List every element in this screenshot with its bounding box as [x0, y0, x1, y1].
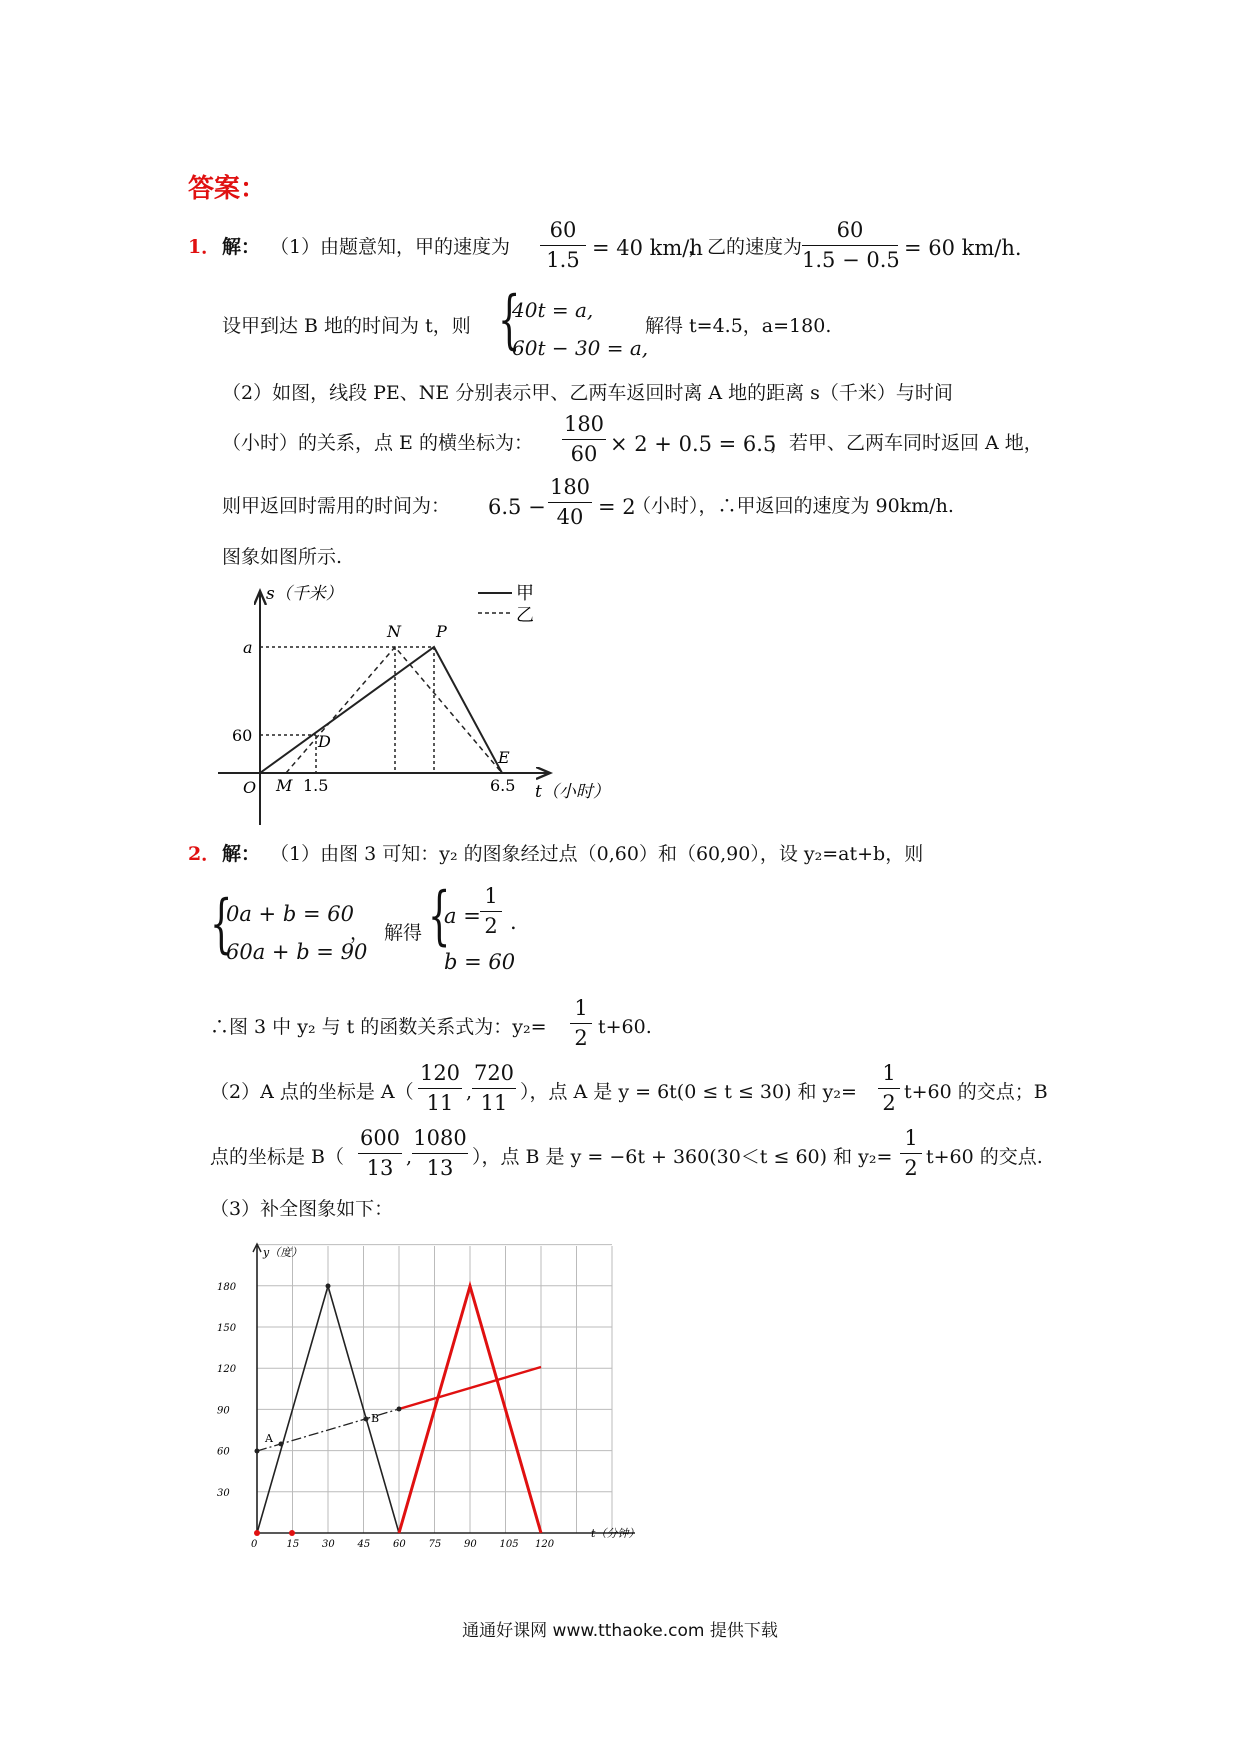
- x-tick-labels: [251, 1539, 555, 1550]
- frac-bar: [802, 245, 898, 246]
- q1-line6: 图象如图所示.: [222, 546, 343, 568]
- q2-solution-brace: {: [428, 879, 451, 953]
- q2-line4-comma: ,: [466, 1081, 473, 1103]
- q1-frac-180-over-40: [548, 477, 592, 528]
- q2-number: 2．: [188, 843, 221, 865]
- frac-numerator: 1: [484, 884, 498, 908]
- q1-line5-text-a: 则甲返回时需用的时间为：: [222, 495, 451, 517]
- y-axis-label: s（千米）: [266, 584, 343, 604]
- q2-system-brace: {: [210, 887, 233, 961]
- q1-solve-label: 解：: [222, 236, 261, 258]
- q2-line3-text-b: t+60.: [598, 1016, 652, 1038]
- frac-bar: [540, 245, 586, 246]
- q2-solve-text: 解得: [384, 922, 423, 944]
- frac-numerator: 1080: [413, 1126, 467, 1150]
- q1-number: 1．: [188, 236, 221, 258]
- frac-denominator: 11: [480, 1091, 508, 1115]
- point-start: [255, 1449, 260, 1454]
- q1-line1-text-b: ，乙的速度为: [688, 236, 803, 258]
- label-P: P: [436, 622, 447, 641]
- frac-numerator: 600: [359, 1126, 401, 1150]
- chart-grid: [257, 1245, 612, 1533]
- q2-frac-half-3: [900, 1128, 922, 1179]
- q1-system-eq-bottom: 60t − 30 = a,: [512, 336, 649, 360]
- car-jia-line: [260, 647, 502, 773]
- y-tick-label: 60: [217, 1446, 230, 1458]
- frac-denominator: 2: [574, 1026, 588, 1050]
- y-tick-label: 30: [217, 1487, 230, 1499]
- q2-a-label: a =: [444, 904, 481, 928]
- frac-bar: [548, 502, 592, 503]
- car-yi-line: [286, 647, 502, 773]
- q1-line5-text-b: （小时），∴甲返回的速度为 90km/h.: [632, 495, 954, 517]
- q1-frac-60-over-diff: [802, 220, 898, 271]
- frac-denominator: 2: [904, 1156, 918, 1180]
- q2-frac-720-11: [472, 1063, 516, 1114]
- label-6.5: 6.5: [490, 776, 516, 795]
- label-M: M: [276, 776, 293, 795]
- frac-bar: [480, 911, 502, 912]
- q1-line2-text-a: 设甲到达 B 地的时间为 t，则: [222, 315, 471, 337]
- frac-denominator: 13: [426, 1156, 454, 1180]
- x-tick-label: 75: [428, 1539, 442, 1550]
- y-tick-label: 120: [217, 1364, 237, 1376]
- q2-frac-600-13: [358, 1128, 402, 1179]
- frac-bar: [358, 1153, 402, 1154]
- frac-denominator: 60: [570, 442, 598, 466]
- q2-frac-120-11: [418, 1063, 462, 1114]
- q1-line4-text-a: （小时）的关系，点 E 的横坐标为：: [222, 432, 533, 454]
- legend-yi: 乙: [516, 605, 534, 626]
- y-tick-label: 150: [217, 1323, 237, 1334]
- frac-denominator: 2: [882, 1091, 896, 1115]
- x-tick-label: 45: [357, 1539, 371, 1550]
- x-tick-label: 15: [286, 1539, 300, 1550]
- q1-line1-text-a: 由题意知，甲的速度为: [320, 236, 511, 258]
- x-axis-label: t（小时）: [535, 782, 610, 802]
- q2-line5-text-a: 点的坐标是 B（: [210, 1146, 345, 1168]
- frac-bar: [878, 1088, 900, 1089]
- frac-bar: [472, 1088, 516, 1089]
- x-tick-label: 0: [251, 1539, 258, 1550]
- label-60: 60: [232, 726, 253, 745]
- frac-numerator: 1: [882, 1061, 896, 1085]
- x-tick-label: 30: [322, 1539, 335, 1550]
- label-D: D: [318, 732, 331, 751]
- label-N: N: [387, 622, 401, 641]
- q2-frac-1080-13: [412, 1128, 468, 1179]
- q1-distance-time-graph: [210, 575, 630, 835]
- q2-angle-time-chart: [215, 1240, 655, 1550]
- q1-frac-180-over-60: [562, 414, 606, 465]
- q1-line3: （2）如图，线段 PE、NE 分别表示甲、乙两车返回时离 A 地的距离 s（千米）与时间: [222, 382, 953, 404]
- frac-denominator: 13: [366, 1156, 394, 1180]
- q2-line4-text-c: t+60 的交点；B: [904, 1081, 1048, 1103]
- x-tick-label: 105: [499, 1539, 519, 1550]
- x-tick-label: 90: [464, 1539, 477, 1550]
- frac-bar: [570, 1023, 592, 1024]
- q2-frac-a: [480, 886, 502, 937]
- footer-credit: 通通好课网 www.tthaoke.com 提供下载: [462, 1621, 778, 1641]
- q2-line3-text-a: ∴图 3 中 y₂ 与 t 的函数关系式为：y₂=: [210, 1016, 547, 1038]
- point-15: [289, 1530, 295, 1536]
- frac-denominator: 2: [484, 914, 498, 938]
- q2-frac-half-2: [878, 1063, 900, 1114]
- x-tick-label: 60: [393, 1539, 406, 1550]
- answer-heading: 答案：: [188, 174, 267, 204]
- q2-line4-text-b: ），点 A 是 y = 6t(0 ≤ t ≤ 30) 和 y₂=: [520, 1081, 857, 1103]
- q2-b-eq: b = 60: [444, 950, 516, 974]
- q2-line5-text-b: ），点 B 是 y = −6t + 360(30＜t ≤ 60) 和 y₂=: [472, 1146, 893, 1168]
- frac-numerator: 1: [904, 1126, 918, 1150]
- q2-line5-comma: ,: [406, 1146, 413, 1168]
- label-a: a: [243, 638, 253, 657]
- q1-line2-text-b: 解得 t=4.5，a=180.: [645, 315, 832, 337]
- q2-line5-text-c: t+60 的交点.: [926, 1146, 1043, 1168]
- frac-denominator: 1.5: [546, 248, 580, 272]
- x-tick-label: 120: [535, 1539, 555, 1550]
- q2-line6: （3）补全图象如下：: [210, 1198, 394, 1220]
- frac-denominator: 1.5 − 0.5: [802, 248, 900, 272]
- q1-part1-label: （1）: [270, 236, 321, 258]
- q2-period: .: [510, 910, 517, 934]
- q1-eq1: = 40 km/h: [592, 236, 703, 260]
- label-A: A: [265, 1432, 273, 1445]
- q2-line1: （1）由图 3 可知：y₂ 的图象经过点（0,60）和（60,90），设 y₂=at+b，则: [270, 843, 924, 865]
- point-peak: [326, 1284, 331, 1289]
- legend-jia: 甲: [516, 583, 534, 604]
- frac-numerator: 60: [549, 218, 577, 242]
- y-tick-labels: [217, 1282, 237, 1499]
- frac-bar: [900, 1153, 922, 1154]
- q2-solve-label: 解：: [222, 843, 261, 865]
- q1-line5-expr-b: = 2: [598, 495, 636, 519]
- frac-bar: [562, 439, 606, 440]
- label-1.5: 1.5: [303, 776, 329, 795]
- frac-numerator: 1: [574, 996, 588, 1020]
- frac-numerator: 180: [549, 475, 591, 499]
- frac-numerator: 180: [563, 412, 605, 436]
- point-origin: [254, 1530, 260, 1536]
- frac-denominator: 40: [556, 505, 584, 529]
- frac-bar: [418, 1088, 462, 1089]
- q2-system-comma: ，: [350, 922, 370, 944]
- q2-line4-text-a: （2）A 点的坐标是 A（: [210, 1081, 414, 1103]
- point-A: [279, 1442, 284, 1447]
- q1-system-eq-top: 40t = a,: [512, 298, 594, 322]
- q2-system-eq-bottom: 60a + b = 90: [226, 940, 368, 964]
- q1-line4-text-b: ，若甲、乙两车同时返回 A 地，: [770, 432, 1043, 454]
- y-axis-label: y（度）: [263, 1246, 303, 1259]
- q1-system-brace: {: [498, 283, 521, 357]
- q1-line4-expr: × 2 + 0.5 = 6.5: [610, 432, 777, 456]
- label-E: E: [498, 748, 510, 767]
- q1-line5-expr-a: 6.5 −: [488, 495, 546, 519]
- frac-denominator: 11: [426, 1091, 454, 1115]
- q2-system-eq-top: 0a + b = 60: [226, 902, 354, 926]
- frac-numerator: 60: [836, 218, 864, 242]
- point-B: [364, 1417, 369, 1422]
- label-B: B: [371, 1412, 380, 1425]
- label-O: O: [243, 778, 257, 797]
- frac-bar: [412, 1153, 468, 1154]
- q2-frac-half-1: [570, 998, 592, 1049]
- frac-numerator: 120: [419, 1061, 461, 1085]
- y-tick-label: 90: [217, 1405, 230, 1417]
- frac-numerator: 720: [473, 1061, 515, 1085]
- q1-eq2: = 60 km/h.: [904, 236, 1022, 260]
- y-tick-label: 180: [217, 1281, 237, 1293]
- q1-frac-60-over-1.5: [540, 220, 586, 271]
- x-axis-label: t（分钟）: [591, 1527, 640, 1540]
- point-end: [397, 1407, 402, 1412]
